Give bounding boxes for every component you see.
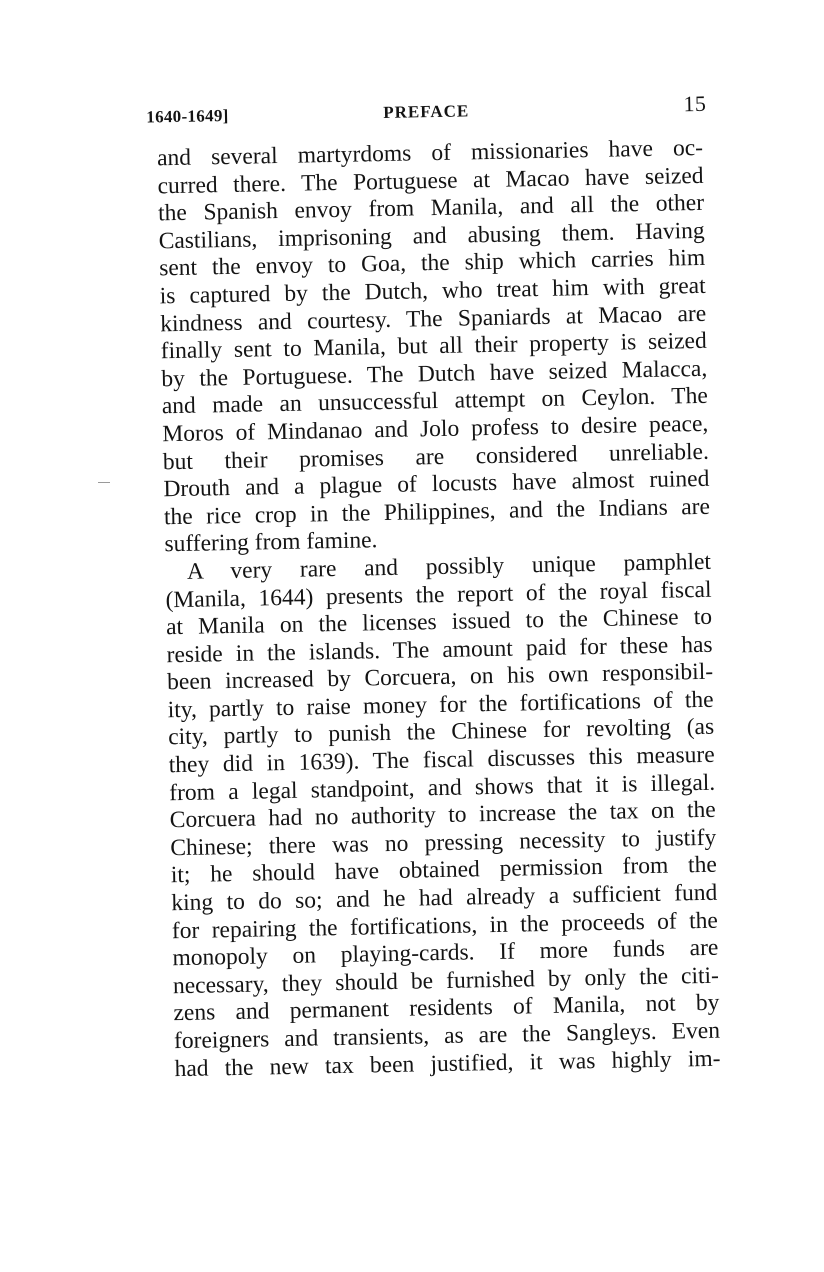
- text-line: (Manila, 1644) presents the report of the royal fiscal: [165, 576, 712, 613]
- text-line: the Spanish envoy from Manila, and all the other: [157, 190, 705, 227]
- text-line: had the new tax been justified, it was highly im-: [174, 1045, 721, 1082]
- text-line: ity, partly to raise money for the fortifications of the: [167, 686, 714, 724]
- text-line: Corcuera had no authority to increase the tax on the: [169, 796, 716, 834]
- text-line: been increased by Corcuera, on his own responsibil-: [166, 659, 714, 696]
- text-line: zens and permanent residents of Manila, not by: [173, 990, 720, 1027]
- text-line: monopoly on playing-cards. If more funds are: [172, 934, 719, 972]
- text-line: they did in 1639). The fiscal discusses this measure: [168, 741, 715, 779]
- text-line: kindness and courtesy. The Spaniards at Macao are: [160, 300, 707, 337]
- text-line: city, partly to punish the Chinese for revolting (as: [167, 714, 715, 751]
- text-line: necessary, they should be furnished by only the citi-: [172, 962, 720, 1000]
- header-date-range: 1640-1649]: [146, 105, 229, 127]
- paragraph-start-line: A very rare and possibly unique pamphlet: [186, 548, 712, 585]
- text-line: by the Portuguese. The Dutch have seized Malacca,: [161, 355, 708, 393]
- text-line: curred there. The Portuguese at Macao have seized: [157, 162, 704, 199]
- text-line: and several martyrdoms of missionaries have oc-: [156, 134, 704, 172]
- text-line: Castilians, imprisoning and abusing them. Having: [158, 217, 705, 255]
- text-line: sent the envoy to Goa, the ship which carries him: [158, 245, 706, 282]
- header-title: PREFACE: [383, 101, 470, 122]
- page-number: 15: [683, 90, 707, 117]
- margin-mark: [98, 482, 110, 483]
- text-line: Chinese; there was no pressing necessity to justify: [170, 824, 717, 862]
- body-text: [157, 135, 721, 1083]
- text-line: at Manila on the licenses issued to the Chinese to: [165, 603, 713, 641]
- text-line: for repairing the fortifications, in the proceeds of the: [171, 907, 719, 944]
- text-line: Drouth and a plague of locusts have almost ruined: [163, 465, 710, 503]
- text-line: king to do so; and he had already a sufficient fund: [171, 879, 718, 917]
- text-line: but their promises are considered unreliable.: [162, 438, 710, 475]
- text-line: and made an unsuccessful attempt on Ceylon. The: [161, 383, 709, 420]
- text-line: foreigners and transients, as are the Sangleys. Even: [173, 1017, 721, 1055]
- text-line: the rice crop in the Philippines, and the Indians are: [163, 493, 711, 530]
- paragraph-end-line: suffering from famine.: [164, 527, 378, 558]
- text-line: finally sent to Manila, but all their property is seized: [160, 327, 707, 365]
- text-line: Moros of Mindanao and Jolo profess to desire peace,: [162, 410, 709, 448]
- text-line: it; he should have obtained permission from the: [170, 852, 718, 889]
- running-header: [146, 91, 706, 132]
- text-line: is captured by the Dutch, who treat him with great: [159, 272, 706, 310]
- text-line: reside in the islands. The amount paid for these has: [166, 631, 713, 668]
- text-line: from a legal standpoint, and shows that it is illegal.: [169, 769, 716, 806]
